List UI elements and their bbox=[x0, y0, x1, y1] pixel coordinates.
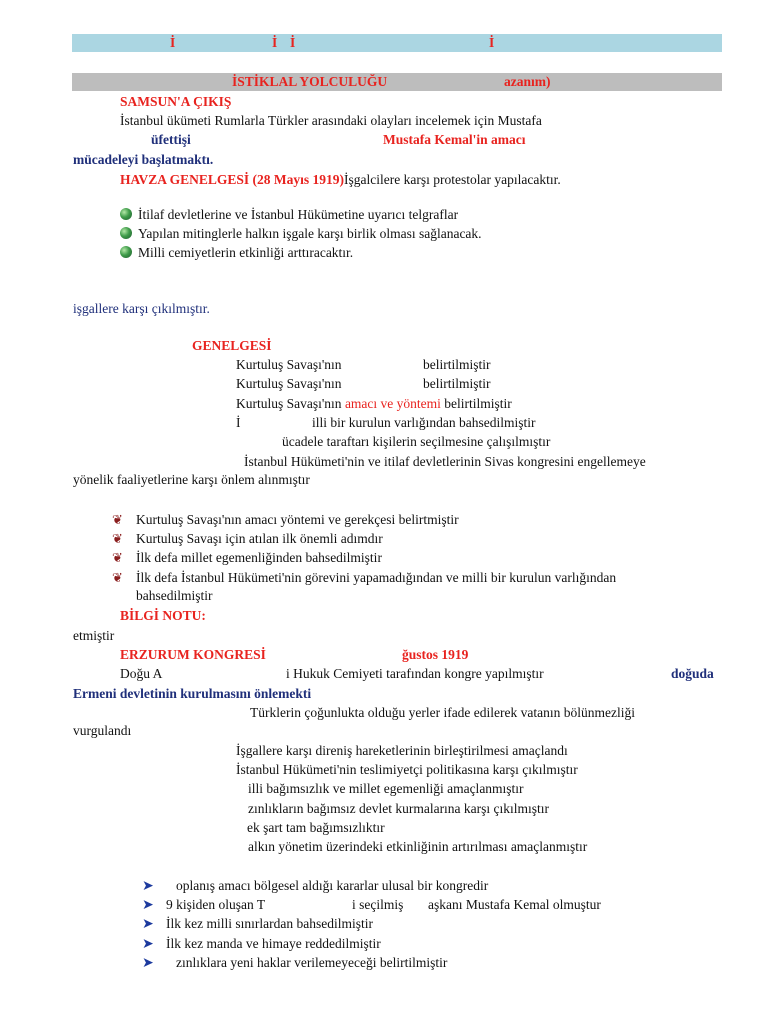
title-fragment: azanım) bbox=[504, 74, 551, 89]
amasya-row-text: belirtilmiştir bbox=[440, 396, 512, 411]
erzurum-item-text: zınlıklara yeni haklar verilemeyeceği belirtilmiştir bbox=[176, 955, 448, 970]
havza-line bbox=[120, 171, 561, 188]
erzurum-text: Doğu A bbox=[120, 666, 163, 681]
header-letter: İ bbox=[489, 35, 495, 50]
havza-item bbox=[120, 225, 482, 242]
amasya-row-text: Kurtuluş Savaşı'nın bbox=[236, 396, 345, 411]
document-title: İSTİKLAL YOLCULUĞU bbox=[232, 74, 388, 89]
samsun-line3: mücadeleyi başlatmaktı. bbox=[73, 152, 214, 167]
amasya-item bbox=[112, 549, 382, 566]
header-letter: İ bbox=[290, 35, 296, 50]
havza-item-text: Yapılan mitinglerle halkın işgale karşı birlik olması sağlanacak. bbox=[138, 226, 482, 241]
havza-heading: HAVZA GENELGESİ (28 Mayıs 1919) bbox=[120, 172, 345, 187]
erzurum-text: Ermeni devletinin kurulmasını önlemekti bbox=[73, 686, 312, 701]
arrow-icon: ➤ bbox=[142, 898, 154, 913]
erzurum-item-text: İlk kez milli sınırlardan bahsedilmiştir bbox=[166, 916, 373, 931]
samsun-fragment: Mustafa Kemal'in amacı bbox=[383, 132, 526, 147]
havza-item-text: Milli cemiyetlerin etkinliği arttıracaktır. bbox=[138, 245, 354, 260]
erzurum-item bbox=[142, 896, 265, 914]
title-band bbox=[72, 73, 722, 91]
globe-icon bbox=[120, 246, 132, 258]
erzurum-text: vurgulandı bbox=[73, 723, 132, 738]
erzurum-item bbox=[142, 877, 488, 895]
havza-item-text: İtilaf devletlerine ve İstanbul Hükümetine uyarıcı telgraflar bbox=[138, 207, 459, 222]
amasya-item-text: Kurtuluş Savaşı'nın amacı yöntemi ve gerekçesi belirtmiştir bbox=[136, 512, 459, 527]
amasya-row: yönelik faaliyetlerine karşı önlem alınmıştır bbox=[73, 472, 310, 487]
amasya-item-text: bahsedilmiştir bbox=[136, 588, 213, 603]
havza-note: işgallere karşı çıkılmıştır. bbox=[73, 301, 210, 316]
samsun-heading: SAMSUN'A ÇIKIŞ bbox=[120, 94, 232, 109]
amasya-row bbox=[236, 395, 512, 412]
erzurum-item bbox=[142, 954, 447, 972]
amasya-item-text: Kurtuluş Savaşı için atılan ilk önemli adımdır bbox=[136, 531, 383, 546]
amasya-row: belirtilmiştir bbox=[423, 376, 491, 391]
erzurum-item bbox=[142, 935, 381, 953]
erzurum-text: Türklerin çoğunlukta olduğu yerler ifade edilerek vatanın bölünmezliği bbox=[250, 705, 635, 720]
arrow-icon: ➤ bbox=[142, 917, 154, 932]
feather-icon: ❦ bbox=[112, 570, 123, 585]
erzurum-item bbox=[142, 915, 373, 933]
erzurum-decision: ek şart tam bağımsızlıktır bbox=[247, 820, 385, 835]
amasya-row: İstanbul Hükümeti'nin ve itilaf devletlerinin Sivas kongresini engellemeye bbox=[244, 454, 646, 469]
amasya-row-highlight: amacı ve yöntemi bbox=[344, 396, 441, 411]
erzurum-item-text: i seçilmiş bbox=[352, 897, 404, 912]
amasya-row: Kurtuluş Savaşı'nın bbox=[236, 376, 342, 391]
header-letter: İ bbox=[272, 35, 278, 50]
erzurum-item-text: aşkanı Mustafa Kemal olmuştur bbox=[428, 897, 601, 912]
amasya-item bbox=[112, 511, 459, 528]
bilgi-notu-text: etmiştir bbox=[73, 628, 115, 643]
erzurum-date: ğustos 1919 bbox=[402, 647, 469, 662]
amasya-item-text: İlk defa millet egemenliğinden bahsedilmiştir bbox=[136, 550, 382, 565]
erzurum-item-text: oplanış amacı bölgesel aldığı kararlar ulusal bir kongredir bbox=[176, 878, 489, 893]
erzurum-heading: ERZURUM KONGRESİ bbox=[120, 647, 266, 662]
samsun-line1: İstanbul ükümeti Rumlarla Türkler arasındaki olayları incelemek için Mustafa bbox=[120, 113, 542, 128]
erzurum-decision: İşgallere karşı direniş hareketlerinin birleştirilmesi amaçlandı bbox=[236, 743, 568, 758]
globe-icon bbox=[120, 227, 132, 239]
havza-item bbox=[120, 206, 458, 223]
amasya-row: illi bir kurulun varlığından bahsedilmiştir bbox=[312, 415, 536, 430]
erzurum-decision: illi bağımsızlık ve millet egemenliği amaçlanmıştır bbox=[248, 781, 524, 796]
globe-icon bbox=[120, 208, 132, 220]
amasya-row: ücadele taraftarı kişilerin seçilmesine çalışılmıştır bbox=[282, 434, 551, 449]
arrow-icon: ➤ bbox=[142, 879, 154, 894]
feather-icon: ❦ bbox=[112, 512, 123, 527]
amasya-row: Kurtuluş Savaşı'nın bbox=[236, 357, 342, 372]
erzurum-text: doğuda bbox=[671, 666, 714, 681]
samsun-fragment: üfettişi bbox=[151, 132, 191, 147]
feather-icon: ❦ bbox=[112, 550, 123, 565]
bilgi-notu-heading: BİLGİ NOTU: bbox=[120, 608, 206, 623]
erzurum-text: i Hukuk Cemiyeti tarafından kongre yapılmıştır bbox=[286, 666, 544, 681]
amasya-row: İ bbox=[236, 415, 241, 430]
havza-item bbox=[120, 244, 353, 261]
amasya-item bbox=[112, 530, 383, 547]
arrow-icon: ➤ bbox=[142, 937, 154, 952]
havza-text: İşgalcilere karşı protestolar yapılacaktır. bbox=[344, 172, 561, 187]
amasya-heading: GENELGESİ bbox=[192, 338, 272, 353]
erzurum-decision: İstanbul Hükümeti'nin teslimiyetçi politikasına karşı çıkılmıştır bbox=[236, 762, 578, 777]
erzurum-decision: alkın yönetim üzerindeki etkinliğinin artırılması amaçlanmıştır bbox=[248, 839, 588, 854]
erzurum-decision: zınlıkların bağımsız devlet kurmalarına karşı çıkılmıştır bbox=[248, 801, 550, 816]
amasya-row: belirtilmiştir bbox=[423, 357, 491, 372]
erzurum-item-text: 9 kişiden oluşan T bbox=[166, 897, 266, 912]
arrow-icon: ➤ bbox=[142, 956, 154, 971]
feather-icon: ❦ bbox=[112, 531, 123, 546]
amasya-item bbox=[112, 569, 136, 586]
erzurum-item-text: İlk kez manda ve himaye reddedilmiştir bbox=[166, 936, 381, 951]
header-letter: İ bbox=[170, 35, 176, 50]
amasya-item-text: İlk defa İstanbul Hükümeti'nin görevini yapamadığından ve milli bir kurulun varlığından bbox=[136, 570, 617, 585]
